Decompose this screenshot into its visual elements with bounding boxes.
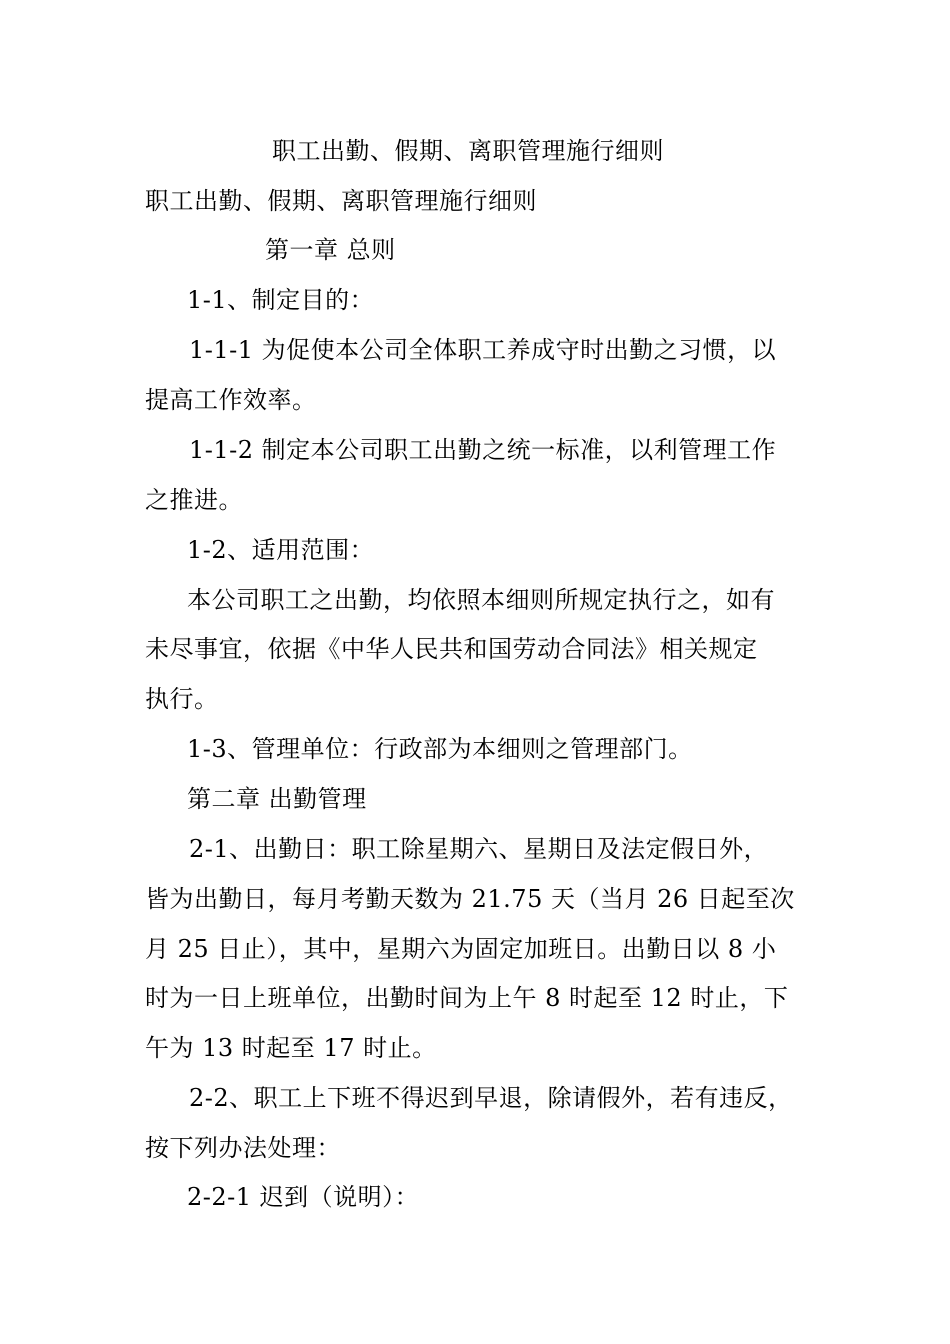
paragraph-line: 1-1-2 制定本公司职工出勤之统一标准，以利管理工作	[189, 436, 777, 464]
section-heading: 1-1、制定目的：	[187, 286, 375, 314]
paragraph-line: 2-1、出勤日：职工除星期六、星期日及法定假日外，	[189, 835, 769, 863]
document-line: 职工出勤、假期、离职管理施行细则	[145, 187, 537, 215]
paragraph-line: 2-2、职工上下班不得迟到早退，除请假外，若有违反，	[189, 1084, 793, 1112]
paragraph-line: 未尽事宜，依据《中华人民共和国劳动合同法》相关规定	[145, 635, 758, 663]
section-heading: 1-2、适用范围：	[187, 536, 375, 564]
paragraph-line: 按下列办法处理：	[145, 1134, 341, 1162]
section-heading: 2-2-1 迟到（说明）：	[187, 1183, 420, 1211]
paragraph-line: 本公司职工之出勤，均依照本细则所规定执行之，如有	[187, 586, 775, 614]
paragraph-line: 月 25 日止），其中，星期六为固定加班日。出勤日以 8 小	[145, 935, 777, 963]
paragraph-line: 执行。	[145, 685, 219, 713]
chapter-heading: 第二章 出勤管理	[187, 785, 367, 813]
paragraph-line: 之推进。	[145, 486, 243, 514]
chapter-heading: 第一章 总则	[265, 236, 396, 264]
paragraph-line: 时为一日上班单位，出勤时间为上午 8 时起至 12 时止，下	[145, 984, 789, 1012]
paragraph-line: 皆为出勤日，每月考勤天数为 21.75 天（当月 26 日起至次	[145, 885, 795, 913]
paragraph-line: 提高工作效率。	[145, 386, 317, 414]
document-title: 职工出勤、假期、离职管理施行细则	[272, 137, 664, 165]
paragraph-line: 1-1-1 为促使本公司全体职工养成守时出勤之习惯，以	[189, 336, 777, 364]
section-heading: 1-3、管理单位：行政部为本细则之管理部门。	[187, 735, 693, 763]
paragraph-line: 午为 13 时起至 17 时止。	[145, 1034, 437, 1062]
